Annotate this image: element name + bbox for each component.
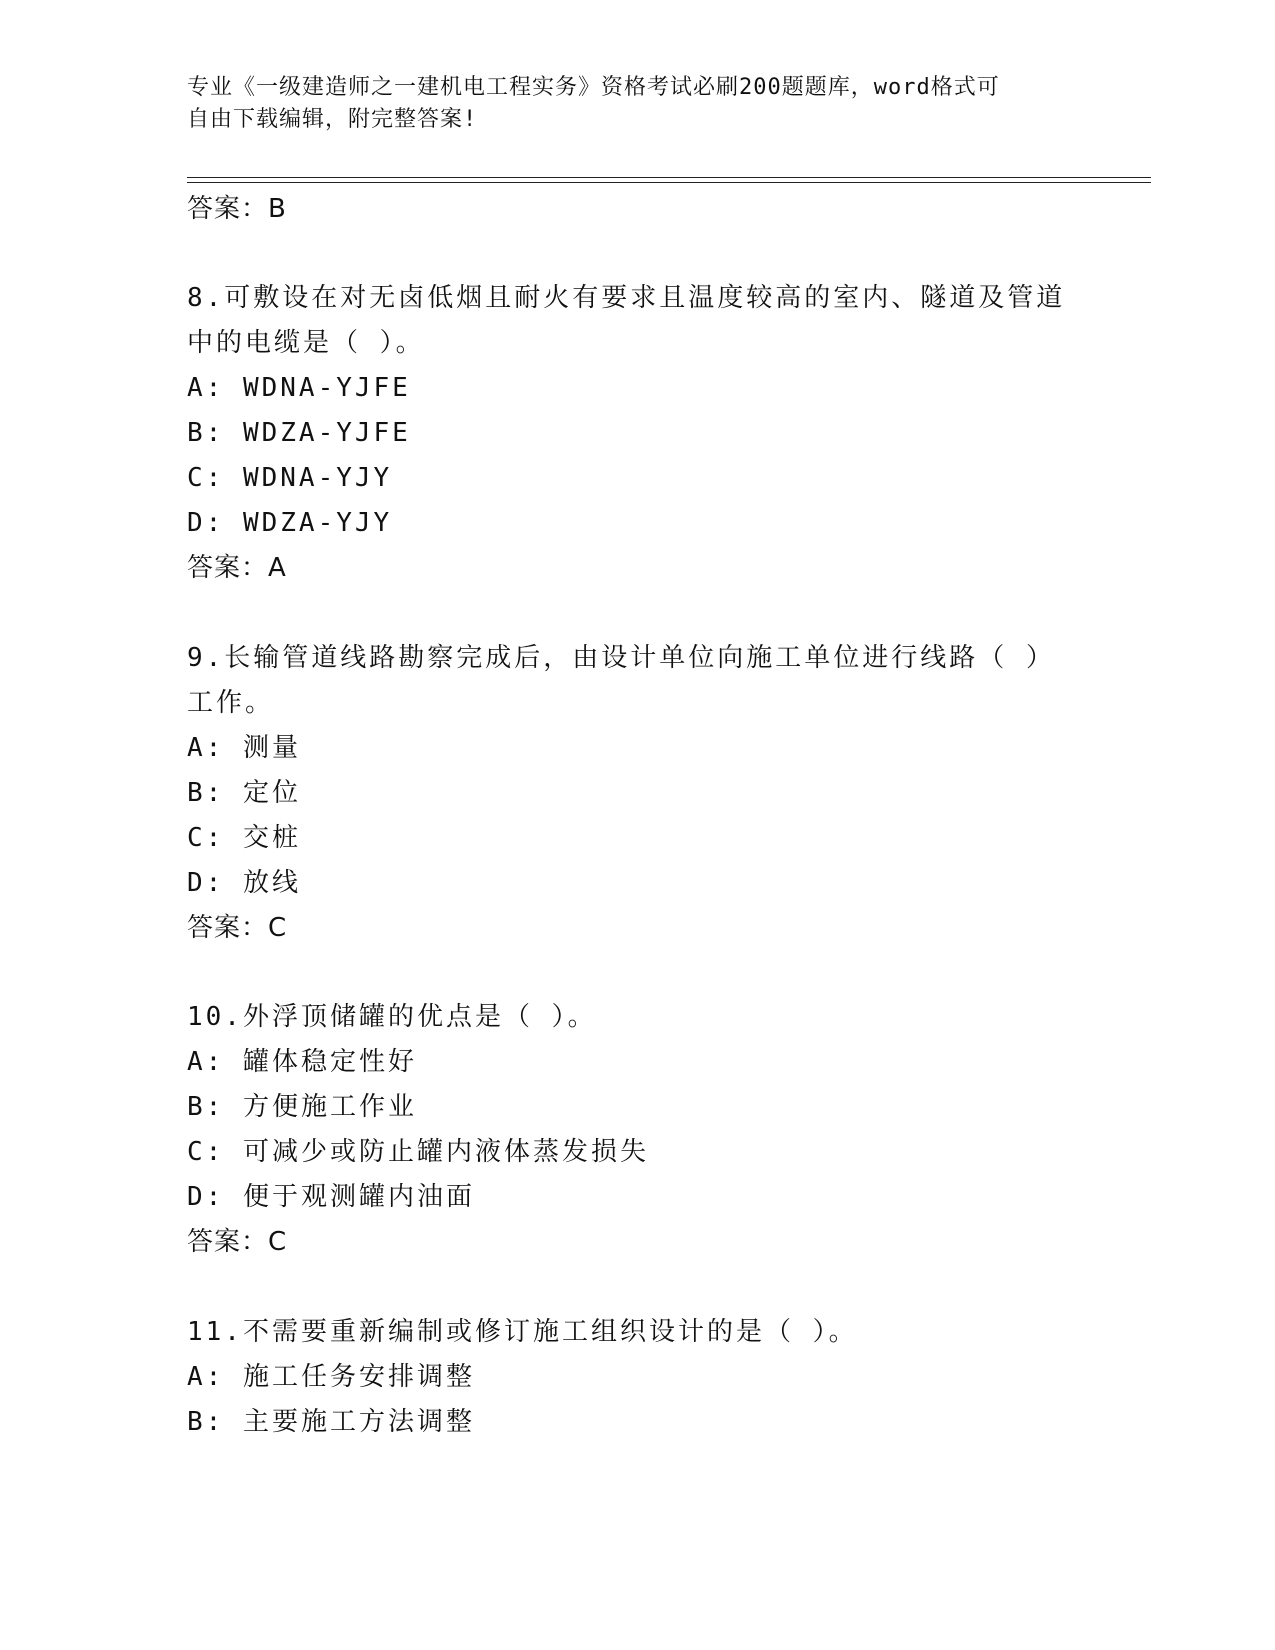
option-b: B: 主要施工方法调整 xyxy=(187,1407,475,1437)
option-a: A: 罐体稳定性好 xyxy=(187,1047,417,1077)
question-text: 8.可敷设在对无卤低烟且耐火有要求且温度较高的室内、隧道及管道 xyxy=(187,283,1066,313)
header-line: 专业《一级建造师之一建机电工程实务》资格考试必刷200题题库，word格式可 xyxy=(187,75,1000,100)
option-b: B: 方便施工作业 xyxy=(187,1092,417,1122)
option-b: B: WDZA-YJFE xyxy=(187,418,411,448)
option-c: C: 交桩 xyxy=(187,823,301,853)
header-divider xyxy=(187,177,1151,178)
answer-line: 答案：C xyxy=(187,1227,288,1257)
option-a: A: 施工任务安排调整 xyxy=(187,1362,475,1392)
option-d: D: 便于观测罐内油面 xyxy=(187,1182,475,1212)
option-a: A: 测量 xyxy=(187,733,301,763)
option-a: A: WDNA-YJFE xyxy=(187,373,411,403)
answer-line: 答案：C xyxy=(187,913,288,943)
option-d: D: 放线 xyxy=(187,868,301,898)
option-b: B: 定位 xyxy=(187,778,301,808)
question-text: 中的电缆是（ ）。 xyxy=(187,328,425,358)
question-text: 11.不需要重新编制或修订施工组织设计的是（ ）。 xyxy=(187,1317,858,1347)
option-c: C: WDNA-YJY xyxy=(187,463,393,493)
answer-line: 答案：A xyxy=(187,553,287,583)
header-divider xyxy=(187,182,1151,183)
option-d: D: WDZA-YJY xyxy=(187,508,393,538)
question-text: 9.长输管道线路勘察完成后，由设计单位向施工单位进行线路（ ） xyxy=(187,643,1055,673)
question-text: 10.外浮顶储罐的优点是（ ）。 xyxy=(187,1002,597,1032)
question-text: 工作。 xyxy=(187,688,275,718)
header-line: 自由下载编辑，附完整答案! xyxy=(187,107,478,132)
document-header xyxy=(187,72,1067,136)
option-c: C: 可减少或防止罐内液体蒸发损失 xyxy=(187,1137,649,1167)
answer-line: 答案：B xyxy=(187,194,287,224)
